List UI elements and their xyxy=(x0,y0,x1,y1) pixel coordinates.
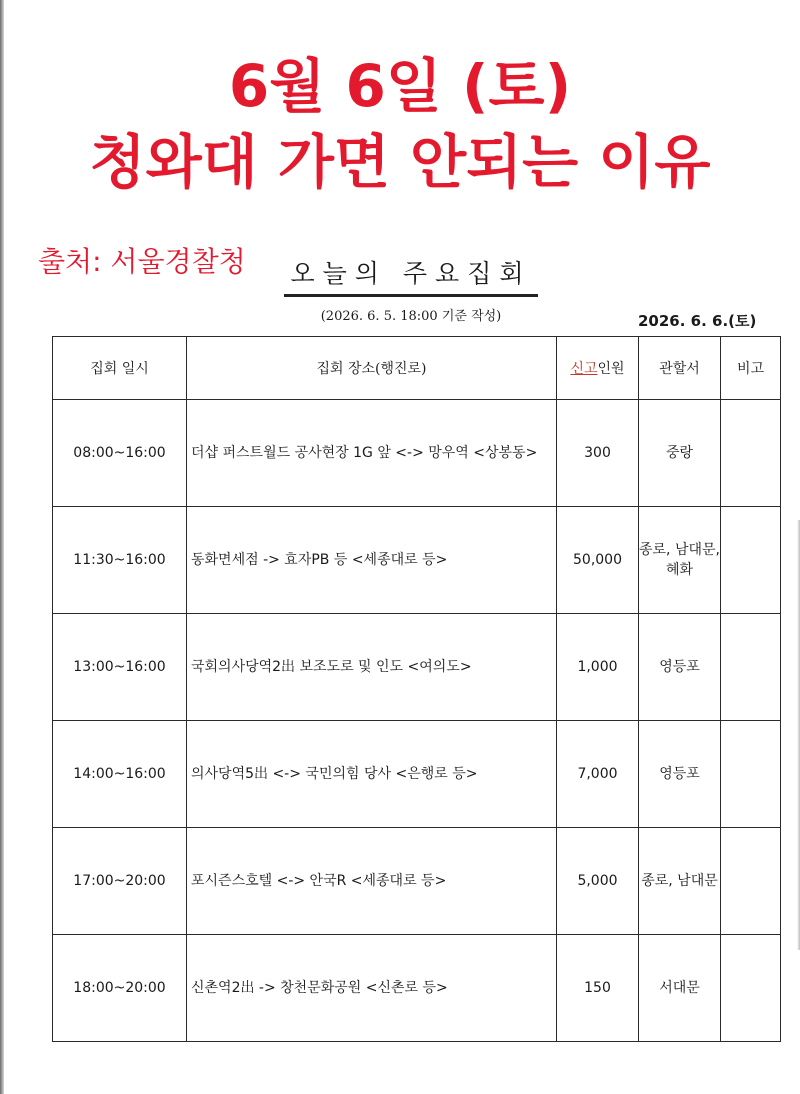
document-date: 2026. 6. 6.(토) xyxy=(638,312,757,330)
table-row xyxy=(53,828,781,935)
cell-place: 포시즌스호텔 <-> 안국R <세종대로 등> xyxy=(187,828,557,935)
cell-place: 신촌역2出 -> 창천문화공원 <신촌로 등> xyxy=(187,935,557,1042)
cell-count: 50,000 xyxy=(557,507,639,614)
headline-line-2: 청와대 가면 안되는 이유 xyxy=(89,128,711,196)
document-title: 오늘의 주요집회 xyxy=(284,254,538,297)
cell-count: 300 xyxy=(557,400,639,507)
cell-note xyxy=(721,507,781,614)
cell-count: 150 xyxy=(557,935,639,1042)
cell-station: 영등포 xyxy=(639,614,721,721)
header-place: 집회 장소(행진로) xyxy=(187,337,557,400)
cell-place: 의사당역5出 <-> 국민의힘 당사 <은행로 등> xyxy=(187,721,557,828)
cell-station: 영등포 xyxy=(639,721,721,828)
table-header-row xyxy=(53,337,781,400)
header-count xyxy=(557,337,639,400)
cell-count: 5,000 xyxy=(557,828,639,935)
cell-count: 1,000 xyxy=(557,614,639,721)
table-row xyxy=(53,614,781,721)
cell-station: 서대문 xyxy=(639,935,721,1042)
cell-note xyxy=(721,614,781,721)
headline xyxy=(0,48,800,200)
header-count-rest: 인원 xyxy=(597,361,625,377)
source-credit: 출처: 서울경찰청 xyxy=(38,245,246,278)
cell-station: 종로, 남대문 xyxy=(639,828,721,935)
cell-note xyxy=(721,400,781,507)
cell-time: 08:00~16:00 xyxy=(53,400,187,507)
table-row xyxy=(53,400,781,507)
cell-place: 더샵 퍼스트월드 공사현장 1G 앞 <-> 망우역 <상봉동> xyxy=(187,400,557,507)
header-station: 관할서 xyxy=(639,337,721,400)
cell-note xyxy=(721,935,781,1042)
cell-station: 중랑 xyxy=(639,400,721,507)
cell-place: 국회의사당역2出 보조도로 및 인도 <여의도> xyxy=(187,614,557,721)
table-row xyxy=(53,507,781,614)
cell-time: 18:00~20:00 xyxy=(53,935,187,1042)
table-row xyxy=(53,721,781,828)
cell-time: 17:00~20:00 xyxy=(53,828,187,935)
header-time: 집회 일시 xyxy=(53,337,187,400)
cell-place: 동화면세점 -> 효자PB 등 <세종대로 등> xyxy=(187,507,557,614)
rally-table xyxy=(52,336,781,1042)
cell-note xyxy=(721,721,781,828)
table-row xyxy=(53,935,781,1042)
headline-line-1: 6월 6일 (토) xyxy=(228,52,572,120)
cell-station: 종로, 남대문, 혜화 xyxy=(639,507,721,614)
cell-count: 7,000 xyxy=(557,721,639,828)
cell-time: 11:30~16:00 xyxy=(53,507,187,614)
cell-note xyxy=(721,828,781,935)
header-note: 비고 xyxy=(721,337,781,400)
cell-time: 13:00~16:00 xyxy=(53,614,187,721)
header-count-mark: 신고 xyxy=(570,361,598,377)
cell-time: 14:00~16:00 xyxy=(53,721,187,828)
document-subtitle: (2026. 6. 5. 18:00 기준 작성) xyxy=(320,309,502,324)
